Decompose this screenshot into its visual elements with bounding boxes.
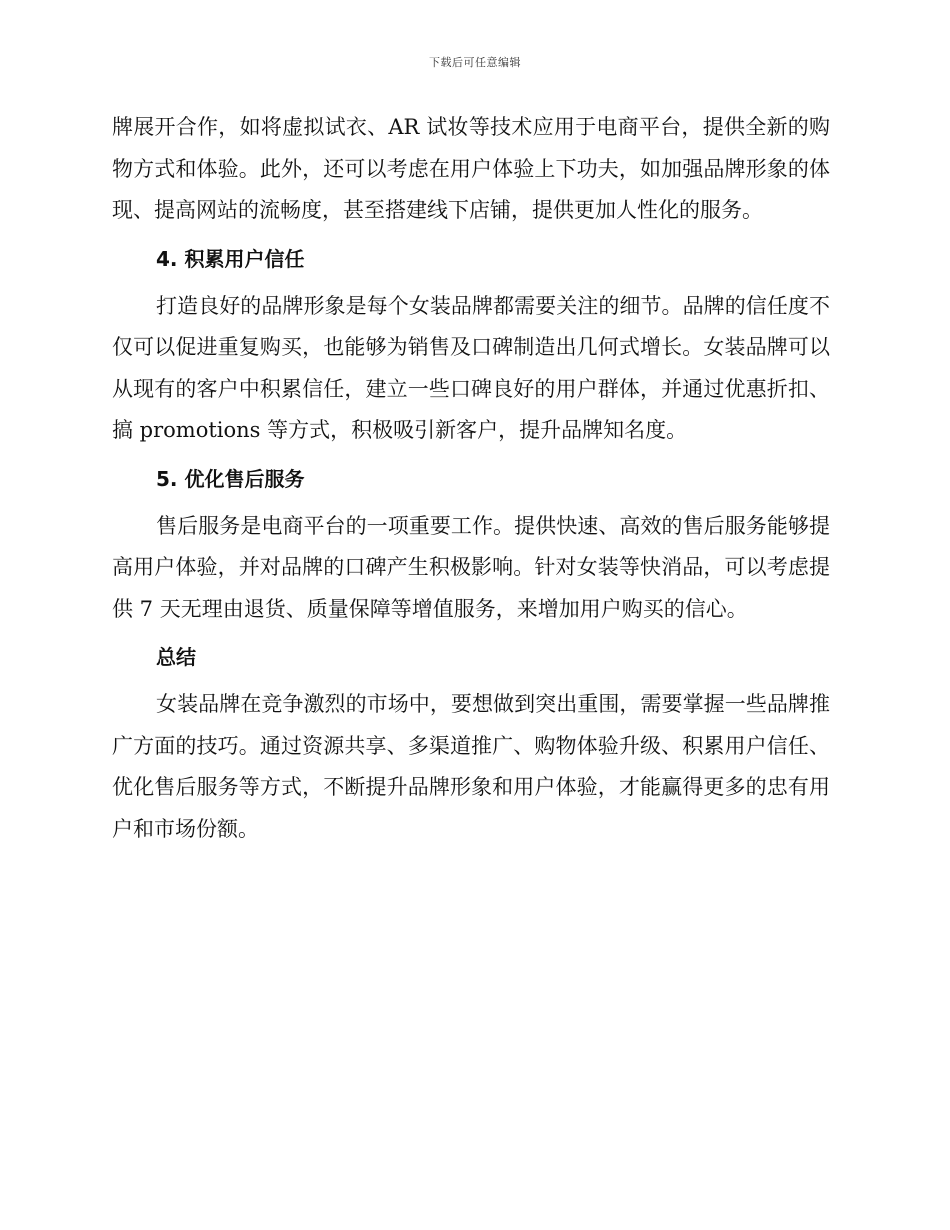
paragraph-after-sales: 售后服务是电商平台的一项重要工作。提供快速、高效的售后服务能够提高用户体验，并对品牌的口碑产生积极影响。针对女装等快消品，可以考虑提供 7 天无理由退货、质量保障等增值服务，来增加用户购买的信心。 (112, 513, 830, 621)
section-heading-summary: 总结 (156, 645, 196, 669)
paragraph-build-trust: 打造良好的品牌形象是每个女装品牌都需要关注的细节。品牌的信任度不仅可以促进重复购买，也能够为销售及口碑制造出几何式增长。女装品牌可以从现有的客户中积累信任，建立一些口碑良好的用户群体，并通过优惠折扣、搞 promotions 等方式，积极吸引新客户，提升品牌知名度。 (112, 293, 830, 442)
paragraph-continuation: 牌展开合作，如将虚拟试衣、AR 试妆等技术应用于电商平台，提供全新的购物方式和体验。此外，还可以考虑在用户体验上下功夫，如加强品牌形象的体现、提高网站的流畅度，甚至搭建线下店铺，提供更加人性化的服务。 (112, 115, 830, 222)
paragraph-summary: 女装品牌在竞争激烈的市场中，要想做到突出重围，需要掌握一些品牌推广方面的技巧。通过资源共享、多渠道推广、购物体验升级、积累用户信任、优化售后服务等方式，不断提升品牌形象和用户体验，才能赢得更多的忠有用户和市场份额。 (112, 692, 830, 841)
section-heading-after-sales: 5. 优化售后服务 (156, 466, 305, 491)
document-body (112, 107, 830, 850)
section-heading-build-trust: 4. 积累用户信任 (156, 246, 305, 271)
header-note: 下载后可任意编辑 (429, 56, 521, 69)
